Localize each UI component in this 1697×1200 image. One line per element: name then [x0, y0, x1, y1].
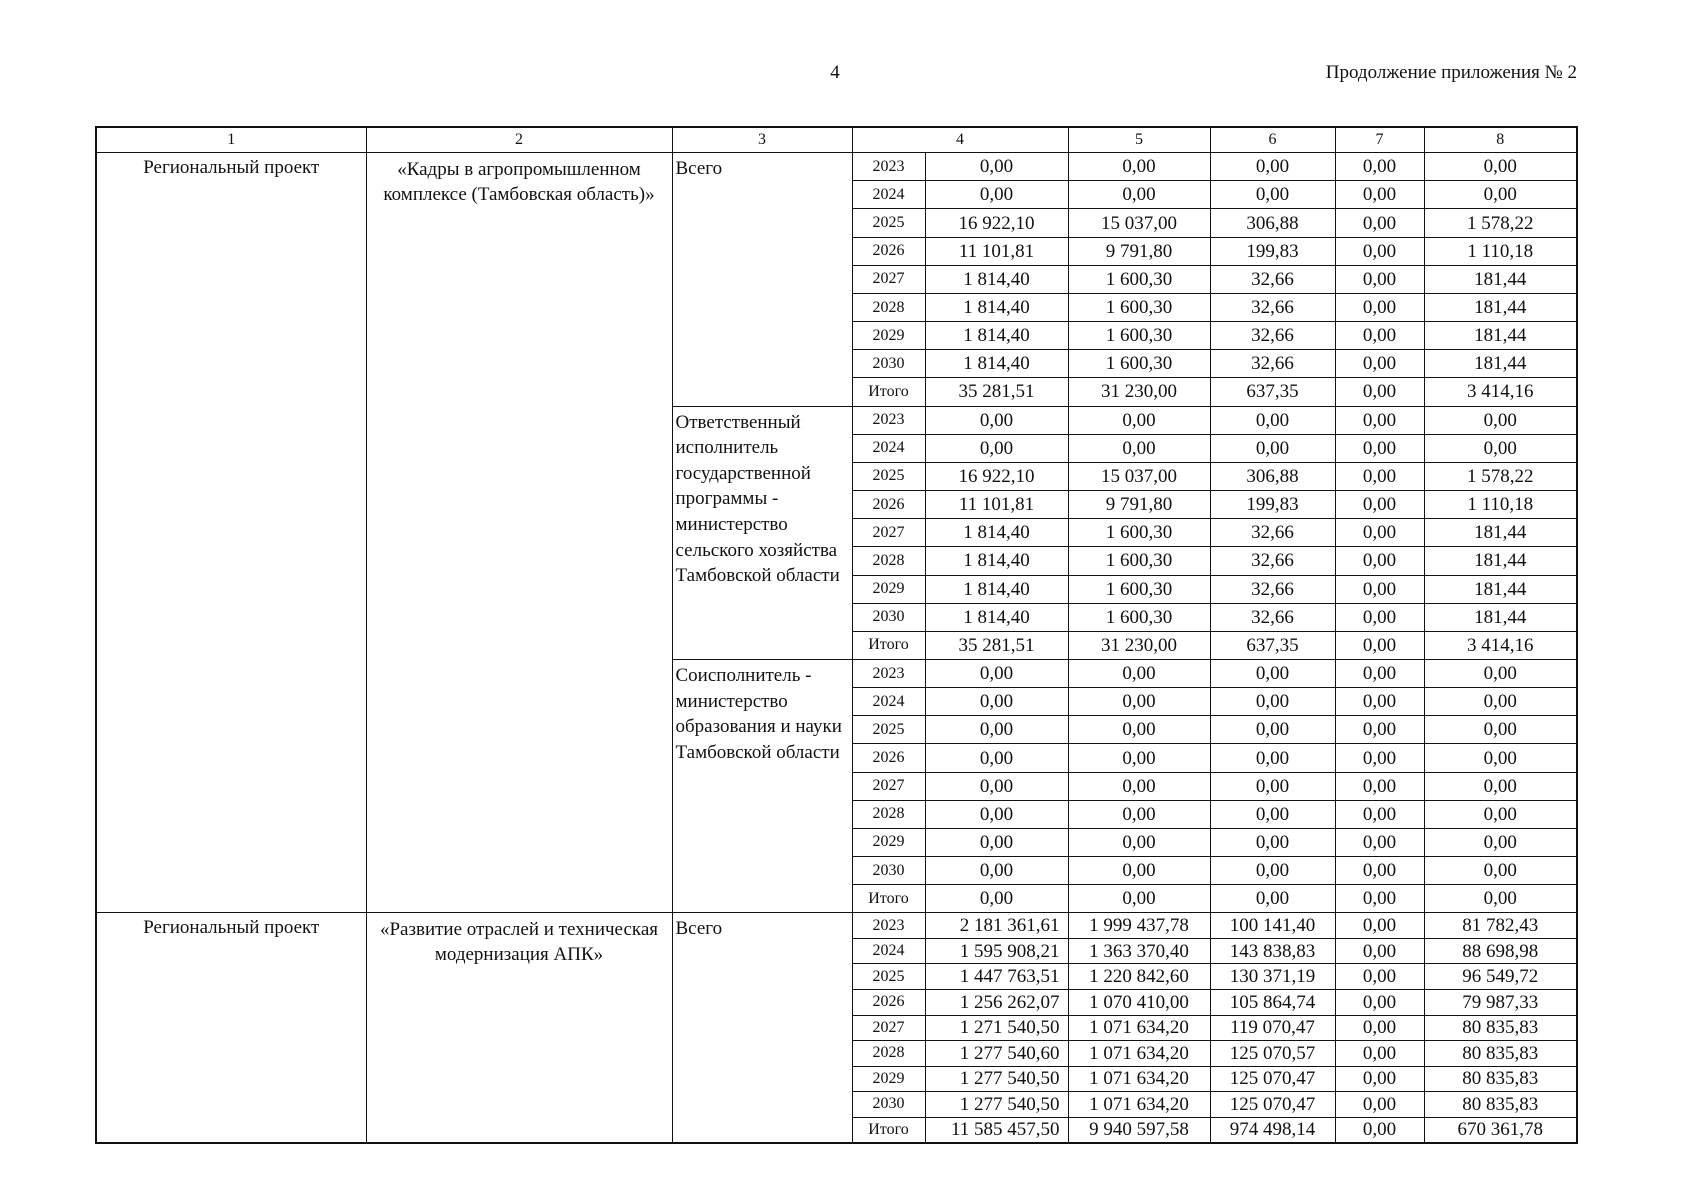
executor-group-cell: Всего [672, 913, 852, 1143]
amount-cell: 181,44 [1424, 519, 1577, 547]
amount-cell: 0,00 [1068, 688, 1210, 716]
amount-cell: 0,00 [1335, 1041, 1424, 1067]
amount-cell: 1 814,40 [925, 575, 1068, 603]
amount-cell: 31 230,00 [1068, 631, 1210, 659]
amount-cell: 1 600,30 [1068, 603, 1210, 631]
amount-cell: 3 414,16 [1424, 378, 1577, 406]
amount-cell: 0,00 [1068, 406, 1210, 434]
amount-cell: 0,00 [1335, 181, 1424, 209]
amount-cell: 1 277 540,50 [925, 1092, 1068, 1118]
amount-cell: 0,00 [1210, 659, 1335, 687]
amount-cell: 0,00 [1335, 519, 1424, 547]
amount-cell: 1 595 908,21 [925, 938, 1068, 964]
year-cell: 2026 [852, 237, 925, 265]
amount-cell: 0,00 [1210, 800, 1335, 828]
amount-cell: 1 110,18 [1424, 237, 1577, 265]
amount-cell: 637,35 [1210, 631, 1335, 659]
amount-cell: 0,00 [925, 434, 1068, 462]
amount-cell: 0,00 [1210, 181, 1335, 209]
amount-cell: 0,00 [1335, 1015, 1424, 1041]
amount-cell: 0,00 [1335, 406, 1424, 434]
amount-cell: 32,66 [1210, 575, 1335, 603]
amount-cell: 125 070,47 [1210, 1092, 1335, 1118]
amount-cell: 974 498,14 [1210, 1117, 1335, 1143]
amount-cell: 1 363 370,40 [1068, 938, 1210, 964]
amount-cell: 0,00 [1210, 716, 1335, 744]
amount-cell: 0,00 [1335, 575, 1424, 603]
executor-group-cell: Всего [672, 153, 852, 406]
amount-cell: 32,66 [1210, 519, 1335, 547]
amount-cell: 181,44 [1424, 350, 1577, 378]
amount-cell: 9 791,80 [1068, 237, 1210, 265]
amount-cell: 32,66 [1210, 350, 1335, 378]
amount-cell: 32,66 [1210, 603, 1335, 631]
year-cell: 2027 [852, 1015, 925, 1041]
project-type-cell: Региональный проект [96, 913, 366, 1143]
amount-cell: 0,00 [1335, 913, 1424, 939]
amount-cell: 670 361,78 [1424, 1117, 1577, 1143]
amount-cell: 1 110,18 [1424, 491, 1577, 519]
year-cell: Итого [852, 631, 925, 659]
amount-cell: 100 141,40 [1210, 913, 1335, 939]
project-type-cell: Региональный проект [96, 153, 366, 913]
year-cell: 2030 [852, 857, 925, 885]
amount-cell: 181,44 [1424, 322, 1577, 350]
amount-cell: 1 814,40 [925, 293, 1068, 321]
page-number: 4 [830, 62, 840, 83]
amount-cell: 9 940 597,58 [1068, 1117, 1210, 1143]
amount-cell: 1 277 540,50 [925, 1066, 1068, 1092]
year-cell: Итого [852, 885, 925, 913]
amount-cell: 1 277 540,60 [925, 1041, 1068, 1067]
amount-cell: 181,44 [1424, 293, 1577, 321]
amount-cell: 0,00 [1335, 265, 1424, 293]
amount-cell: 0,00 [1424, 659, 1577, 687]
amount-cell: 0,00 [1335, 322, 1424, 350]
column-header-6: 6 [1210, 127, 1335, 153]
amount-cell: 0,00 [925, 800, 1068, 828]
amount-cell: 11 101,81 [925, 237, 1068, 265]
amount-cell: 1 220 842,60 [1068, 964, 1210, 990]
amount-cell: 0,00 [1068, 716, 1210, 744]
year-cell: 2023 [852, 153, 925, 181]
amount-cell: 181,44 [1424, 575, 1577, 603]
amount-cell: 143 838,83 [1210, 938, 1335, 964]
amount-cell: 1 814,40 [925, 322, 1068, 350]
amount-cell: 1 600,30 [1068, 547, 1210, 575]
amount-cell: 1 814,40 [925, 547, 1068, 575]
executor-group-cell: Ответственный исполнитель государственной программы - министерство сельского хозяйства Тамбовской области [672, 406, 852, 659]
amount-cell: 15 037,00 [1068, 462, 1210, 490]
amount-cell: 16 922,10 [925, 462, 1068, 490]
column-header-5: 5 [1068, 127, 1210, 153]
year-cell: 2024 [852, 688, 925, 716]
amount-cell: 0,00 [1335, 350, 1424, 378]
year-cell: 2024 [852, 938, 925, 964]
amount-cell: 0,00 [1210, 857, 1335, 885]
appendix-continuation-label: Продолжение приложения № 2 [1325, 62, 1577, 83]
amount-cell: 16 922,10 [925, 209, 1068, 237]
amount-cell: 96 549,72 [1424, 964, 1577, 990]
column-header-4: 4 [852, 127, 1068, 153]
amount-cell: 0,00 [1068, 434, 1210, 462]
amount-cell: 0,00 [1335, 688, 1424, 716]
amount-cell: 125 070,47 [1210, 1066, 1335, 1092]
amount-cell: 0,00 [925, 716, 1068, 744]
year-cell: 2030 [852, 603, 925, 631]
amount-cell: 306,88 [1210, 462, 1335, 490]
amount-cell: 1 814,40 [925, 350, 1068, 378]
amount-cell: 181,44 [1424, 603, 1577, 631]
amount-cell: 0,00 [1424, 434, 1577, 462]
amount-cell: 125 070,57 [1210, 1041, 1335, 1067]
amount-cell: 1 600,30 [1068, 293, 1210, 321]
amount-cell: 1 070 410,00 [1068, 989, 1210, 1015]
amount-cell: 0,00 [1068, 181, 1210, 209]
amount-cell: 1 071 634,20 [1068, 1015, 1210, 1041]
amount-cell: 0,00 [1068, 885, 1210, 913]
amount-cell: 0,00 [1335, 153, 1424, 181]
amount-cell: 80 835,83 [1424, 1092, 1577, 1118]
year-cell: 2025 [852, 462, 925, 490]
column-header-3: 3 [672, 127, 852, 153]
column-header-row [96, 127, 1577, 153]
amount-cell: 0,00 [925, 744, 1068, 772]
year-cell: 2026 [852, 491, 925, 519]
amount-cell: 1 256 262,07 [925, 989, 1068, 1015]
amount-cell: 0,00 [1068, 659, 1210, 687]
amount-cell: 0,00 [1210, 153, 1335, 181]
year-cell: 2030 [852, 350, 925, 378]
amount-cell: 0,00 [925, 659, 1068, 687]
year-cell: 2026 [852, 744, 925, 772]
column-header-7: 7 [1335, 127, 1424, 153]
amount-cell: 1 600,30 [1068, 350, 1210, 378]
amount-cell: 0,00 [1424, 885, 1577, 913]
amount-cell: 0,00 [925, 857, 1068, 885]
amount-cell: 15 037,00 [1068, 209, 1210, 237]
year-cell: Итого [852, 378, 925, 406]
year-cell: 2029 [852, 1066, 925, 1092]
amount-cell: 0,00 [1335, 716, 1424, 744]
column-header-8: 8 [1424, 127, 1577, 153]
amount-cell: 0,00 [925, 406, 1068, 434]
year-cell: 2027 [852, 265, 925, 293]
year-cell: 2026 [852, 989, 925, 1015]
year-cell: 2027 [852, 772, 925, 800]
amount-cell: 32,66 [1210, 265, 1335, 293]
amount-cell: 80 835,83 [1424, 1066, 1577, 1092]
amount-cell: 0,00 [1424, 153, 1577, 181]
amount-cell: 1 600,30 [1068, 265, 1210, 293]
amount-cell: 31 230,00 [1068, 378, 1210, 406]
amount-cell: 80 835,83 [1424, 1041, 1577, 1067]
amount-cell: 0,00 [1335, 378, 1424, 406]
amount-cell: 0,00 [1424, 181, 1577, 209]
executor-group-cell: Соисполнитель - министерство образования и науки Тамбовской области [672, 659, 852, 912]
amount-cell: 0,00 [1335, 885, 1424, 913]
amount-cell: 1 271 540,50 [925, 1015, 1068, 1041]
amount-cell: 11 585 457,50 [925, 1117, 1068, 1143]
year-cell: 2025 [852, 716, 925, 744]
amount-cell: 1 447 763,51 [925, 964, 1068, 990]
amount-cell: 9 791,80 [1068, 491, 1210, 519]
amount-cell: 80 835,83 [1424, 1015, 1577, 1041]
amount-cell: 0,00 [1068, 828, 1210, 856]
amount-cell: 0,00 [925, 153, 1068, 181]
amount-cell: 79 987,33 [1424, 989, 1577, 1015]
funding-table [95, 126, 1578, 1144]
amount-cell: 0,00 [1335, 491, 1424, 519]
year-cell: 2023 [852, 659, 925, 687]
table-row [96, 153, 1577, 181]
year-cell: 2030 [852, 1092, 925, 1118]
amount-cell: 0,00 [925, 828, 1068, 856]
amount-cell: 0,00 [1335, 659, 1424, 687]
amount-cell: 0,00 [1424, 688, 1577, 716]
amount-cell: 0,00 [1210, 885, 1335, 913]
column-header-1: 1 [96, 127, 366, 153]
amount-cell: 0,00 [925, 772, 1068, 800]
amount-cell: 2 181 361,61 [925, 913, 1068, 939]
amount-cell: 306,88 [1210, 209, 1335, 237]
amount-cell: 1 071 634,20 [1068, 1092, 1210, 1118]
amount-cell: 1 071 634,20 [1068, 1066, 1210, 1092]
project-name-cell: «Кадры в агропромышленном комплексе (Тамбовская область)» [366, 153, 672, 913]
amount-cell: 0,00 [1335, 938, 1424, 964]
amount-cell: 0,00 [1210, 434, 1335, 462]
year-cell: 2024 [852, 434, 925, 462]
amount-cell: 0,00 [1335, 237, 1424, 265]
amount-cell: 0,00 [1335, 744, 1424, 772]
amount-cell: 1 071 634,20 [1068, 1041, 1210, 1067]
amount-cell: 0,00 [1335, 603, 1424, 631]
amount-cell: 0,00 [1335, 1066, 1424, 1092]
amount-cell: 1 814,40 [925, 519, 1068, 547]
amount-cell: 0,00 [1210, 744, 1335, 772]
amount-cell: 637,35 [1210, 378, 1335, 406]
amount-cell: 199,83 [1210, 237, 1335, 265]
year-cell: 2028 [852, 547, 925, 575]
amount-cell: 0,00 [1335, 800, 1424, 828]
amount-cell: 0,00 [1424, 406, 1577, 434]
amount-cell: 1 600,30 [1068, 322, 1210, 350]
year-cell: 2029 [852, 828, 925, 856]
amount-cell: 0,00 [1424, 800, 1577, 828]
amount-cell: 0,00 [1068, 800, 1210, 828]
funding-table-body [96, 127, 1577, 1143]
amount-cell: 1 578,22 [1424, 462, 1577, 490]
year-cell: 2027 [852, 519, 925, 547]
amount-cell: 0,00 [925, 885, 1068, 913]
amount-cell: 0,00 [1335, 1092, 1424, 1118]
amount-cell: 1 600,30 [1068, 519, 1210, 547]
amount-cell: 11 101,81 [925, 491, 1068, 519]
amount-cell: 3 414,16 [1424, 631, 1577, 659]
project-name-cell: «Развитие отраслей и техническая модернизация АПК» [366, 913, 672, 1143]
amount-cell: 0,00 [1335, 631, 1424, 659]
amount-cell: 0,00 [1068, 772, 1210, 800]
amount-cell: 1 814,40 [925, 265, 1068, 293]
amount-cell: 0,00 [925, 181, 1068, 209]
year-cell: Итого [852, 1117, 925, 1143]
amount-cell: 32,66 [1210, 322, 1335, 350]
amount-cell: 0,00 [1424, 716, 1577, 744]
amount-cell: 0,00 [1335, 293, 1424, 321]
amount-cell: 0,00 [1335, 828, 1424, 856]
amount-cell: 0,00 [1210, 772, 1335, 800]
amount-cell: 32,66 [1210, 547, 1335, 575]
amount-cell: 0,00 [1068, 744, 1210, 772]
amount-cell: 0,00 [1068, 153, 1210, 181]
amount-cell: 0,00 [1335, 209, 1424, 237]
year-cell: 2023 [852, 913, 925, 939]
amount-cell: 0,00 [1424, 828, 1577, 856]
amount-cell: 88 698,98 [1424, 938, 1577, 964]
amount-cell: 105 864,74 [1210, 989, 1335, 1015]
amount-cell: 0,00 [1210, 828, 1335, 856]
amount-cell: 130 371,19 [1210, 964, 1335, 990]
amount-cell: 1 578,22 [1424, 209, 1577, 237]
amount-cell: 0,00 [1335, 1117, 1424, 1143]
amount-cell: 0,00 [1335, 989, 1424, 1015]
amount-cell: 0,00 [1335, 964, 1424, 990]
year-cell: 2028 [852, 800, 925, 828]
amount-cell: 0,00 [1335, 547, 1424, 575]
amount-cell: 1 999 437,78 [1068, 913, 1210, 939]
amount-cell: 0,00 [1335, 434, 1424, 462]
amount-cell: 81 782,43 [1424, 913, 1577, 939]
amount-cell: 0,00 [1210, 406, 1335, 434]
amount-cell: 0,00 [1335, 772, 1424, 800]
amount-cell: 32,66 [1210, 293, 1335, 321]
table-row [96, 913, 1577, 939]
year-cell: 2029 [852, 322, 925, 350]
amount-cell: 35 281,51 [925, 631, 1068, 659]
amount-cell: 35 281,51 [925, 378, 1068, 406]
year-cell: 2024 [852, 181, 925, 209]
column-header-2: 2 [366, 127, 672, 153]
amount-cell: 0,00 [925, 688, 1068, 716]
amount-cell: 0,00 [1424, 744, 1577, 772]
year-cell: 2023 [852, 406, 925, 434]
amount-cell: 1 600,30 [1068, 575, 1210, 603]
amount-cell: 0,00 [1210, 688, 1335, 716]
amount-cell: 1 814,40 [925, 603, 1068, 631]
amount-cell: 0,00 [1335, 857, 1424, 885]
year-cell: 2025 [852, 964, 925, 990]
year-cell: 2028 [852, 1041, 925, 1067]
amount-cell: 199,83 [1210, 491, 1335, 519]
year-cell: 2028 [852, 293, 925, 321]
amount-cell: 181,44 [1424, 265, 1577, 293]
amount-cell: 0,00 [1424, 857, 1577, 885]
year-cell: 2029 [852, 575, 925, 603]
amount-cell: 0,00 [1335, 462, 1424, 490]
year-cell: 2025 [852, 209, 925, 237]
amount-cell: 0,00 [1424, 772, 1577, 800]
amount-cell: 181,44 [1424, 547, 1577, 575]
amount-cell: 119 070,47 [1210, 1015, 1335, 1041]
amount-cell: 0,00 [1068, 857, 1210, 885]
